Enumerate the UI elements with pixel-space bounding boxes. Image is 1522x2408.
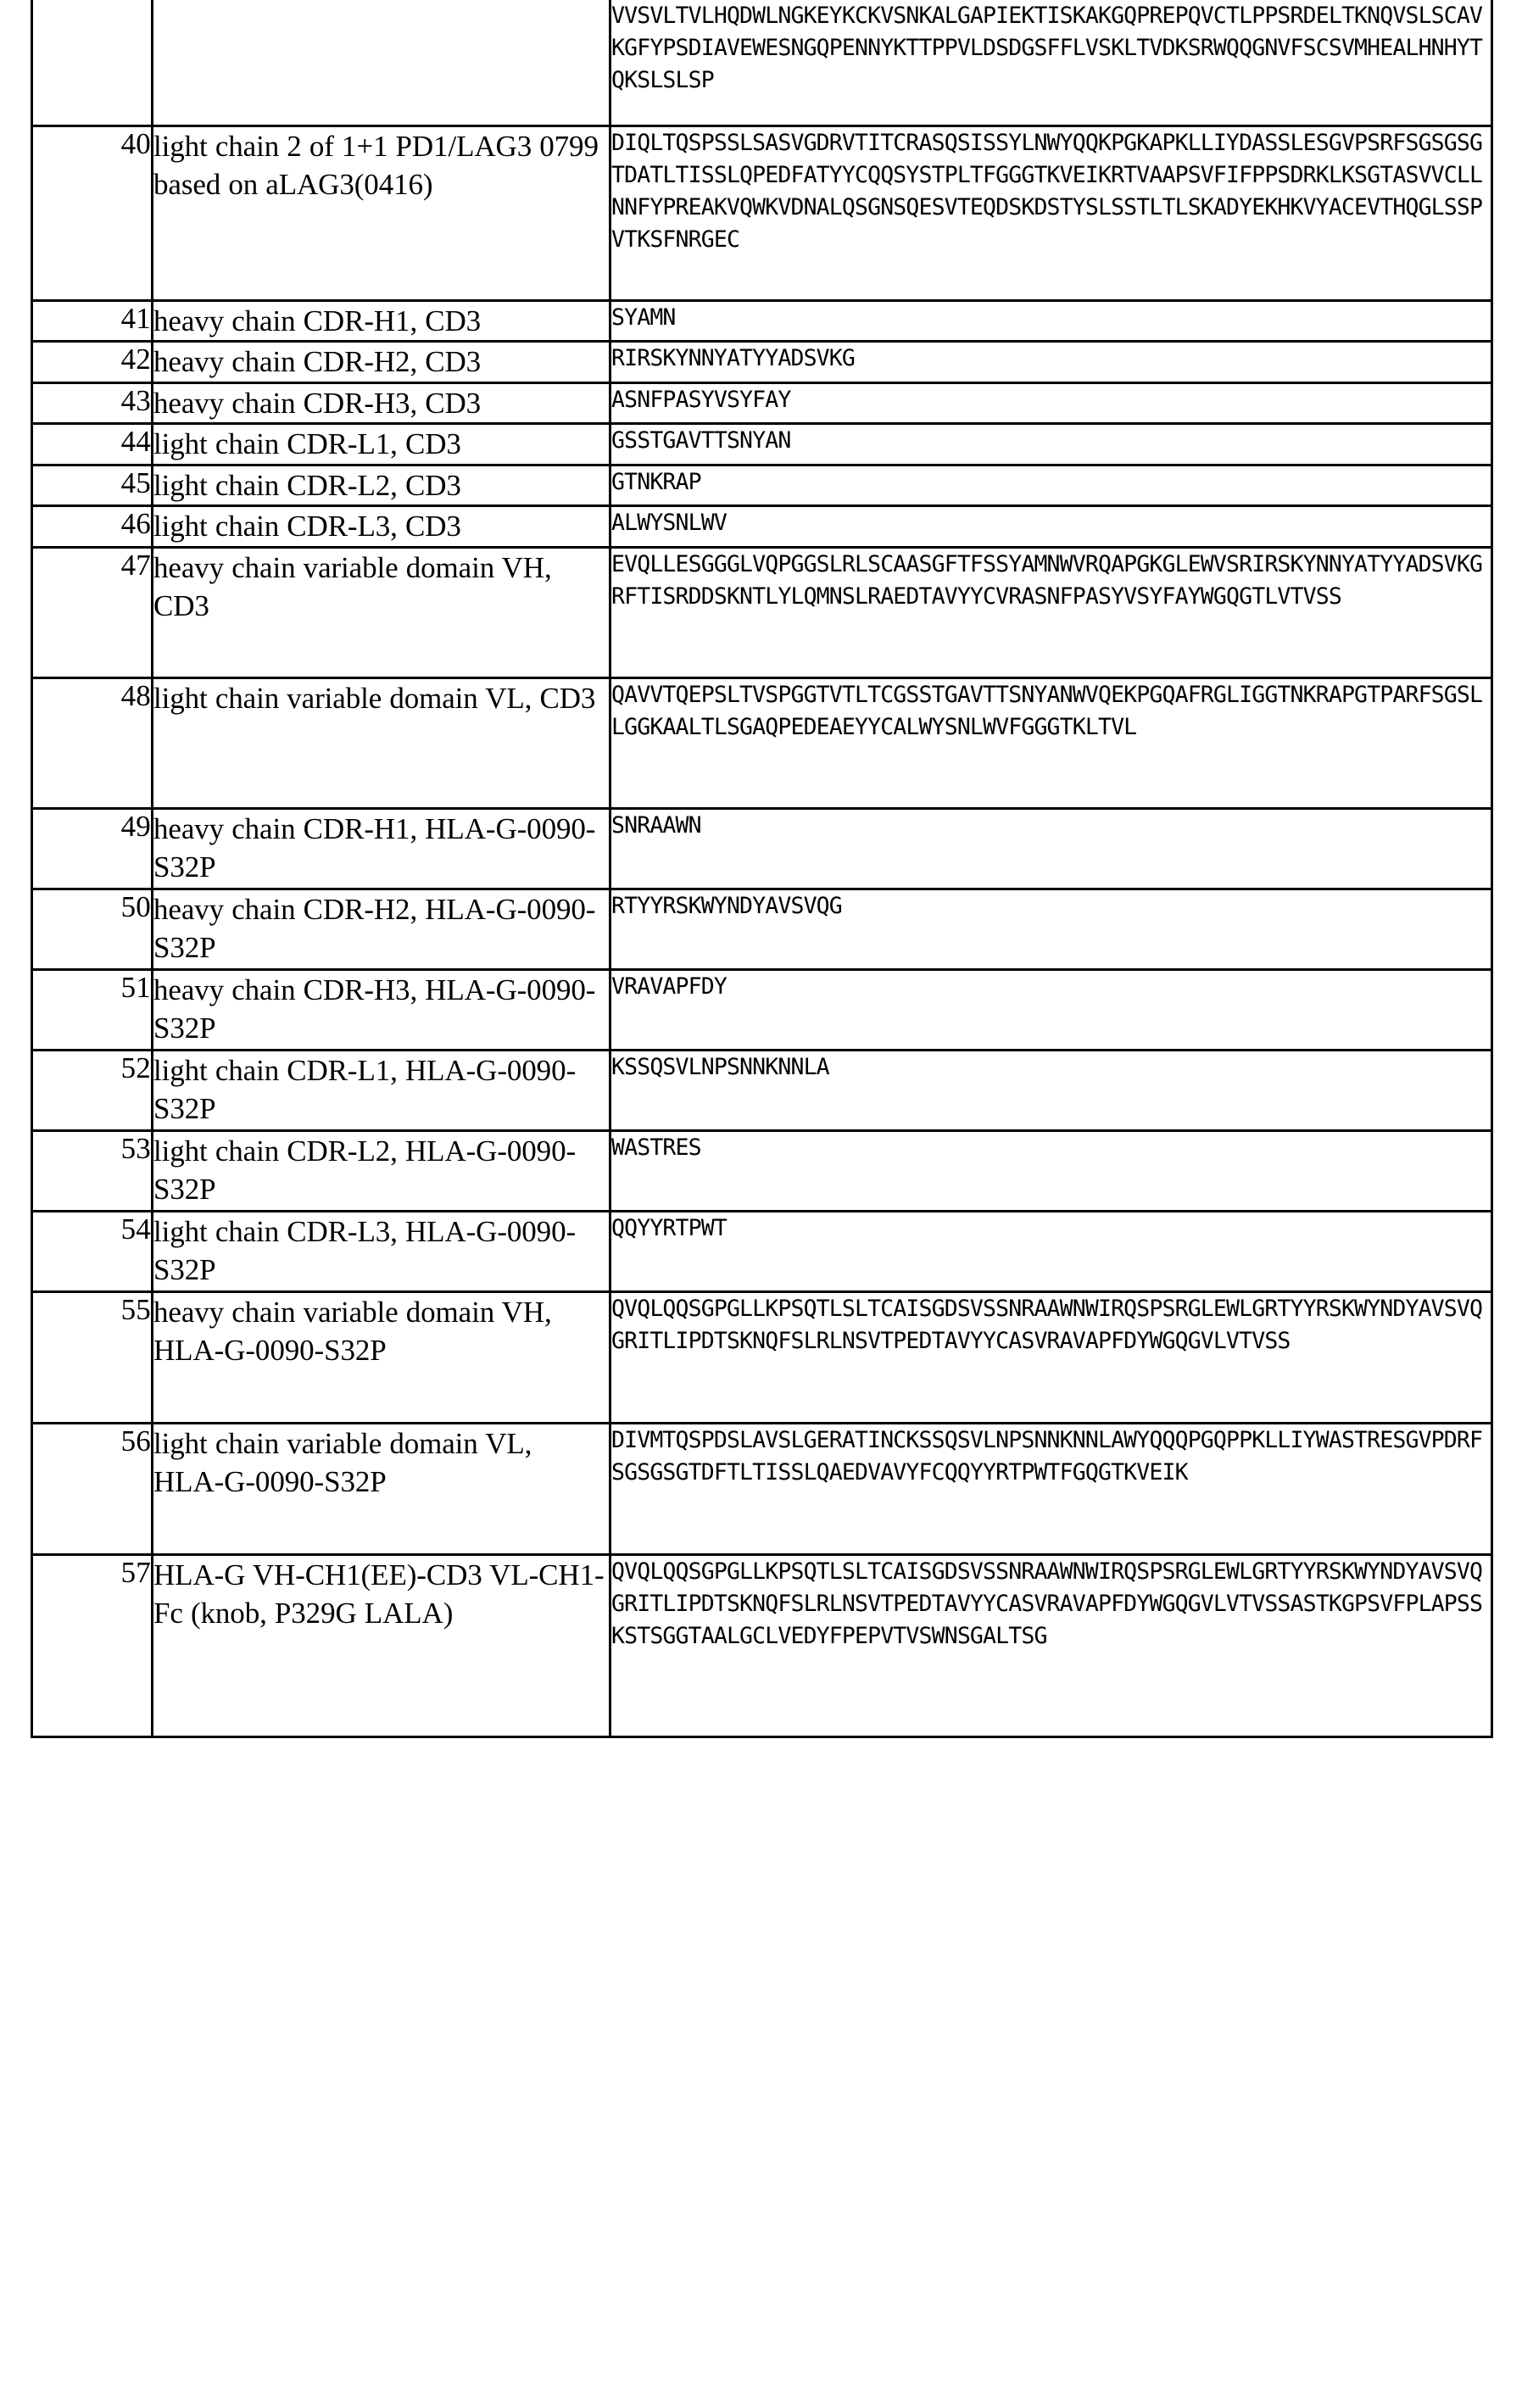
- cell-seq-id: 40: [32, 125, 153, 300]
- table-row: [32, 1291, 1492, 1423]
- cell-seq-id: 53: [32, 1130, 153, 1211]
- table-row: [32, 547, 1492, 677]
- cell-seq-id: 50: [32, 889, 153, 969]
- cell-sequence: DIVMTQSPDSLAVSLGERATINCKSSQSVLNPSNNKNNLAWYQQQPGQPPKLLIYWASTRESGVPDRFSGSGSGTDFTLTISSLQAEDVAVYFCQQYYRTPWTFGQGTKVEIK: [610, 1423, 1492, 1554]
- cell-sequence: ASNFPASYVSYFAY: [610, 382, 1492, 424]
- cell-description: heavy chain CDR-H2, HLA-G-0090-S32P: [153, 889, 610, 969]
- cell-seq-id: 45: [32, 465, 153, 506]
- cell-sequence: VVSVLTVLHQDWLNGKEYKCKVSNKALGAPIEKTISKAKGQPREPQVCTLPPSRDELTKNQVSLSCAVKGFYPSDIAVEWESNGQPENNYKTTPPVLDSDGSFFLVSKLTVDKSRWQQGNVFSCSVMHEALHNHYTQKSLSLSP: [610, 0, 1492, 125]
- cell-sequence: QAVVTQEPSLTVSPGGTVTLTCGSSTGAVTTSNYANWVQEKPGQAFRGLIGGTNKRAPGTPARFSGSLLGGKAALTLSGAQPEDEAEYYCALWYSNLWVFGGGTKLTVL: [610, 677, 1492, 808]
- table-row: [32, 300, 1492, 342]
- table-row: [32, 382, 1492, 424]
- cell-sequence: WASTRES: [610, 1130, 1492, 1211]
- cell-description: heavy chain variable domain VH, CD3: [153, 547, 610, 677]
- table-row: [32, 506, 1492, 548]
- cell-description: light chain CDR-L1, CD3: [153, 424, 610, 465]
- cell-sequence: RIRSKYNNYATYYADSVKG: [610, 342, 1492, 383]
- table-row: [32, 889, 1492, 969]
- cell-seq-id: 55: [32, 1291, 153, 1423]
- table-row: [32, 1130, 1492, 1211]
- cell-seq-id: 41: [32, 300, 153, 342]
- cell-seq-id: 44: [32, 424, 153, 465]
- cell-description: heavy chain CDR-H3, CD3: [153, 382, 610, 424]
- cell-sequence: QQYYRTPWT: [610, 1211, 1492, 1291]
- table-row: [32, 424, 1492, 465]
- cell-sequence: GSSTGAVTTSNYAN: [610, 424, 1492, 465]
- table-row: [32, 1423, 1492, 1554]
- cell-description: HLA-G VH-CH1(EE)-CD3 VL-CH1-Fc (knob, P329G LALA): [153, 1554, 610, 1736]
- table-row: [32, 677, 1492, 808]
- cell-seq-id: 47: [32, 547, 153, 677]
- cell-seq-id: 42: [32, 342, 153, 383]
- cell-sequence: SNRAAWN: [610, 808, 1492, 889]
- cell-description: heavy chain CDR-H3, HLA-G-0090-S32P: [153, 969, 610, 1050]
- table-row: [32, 1554, 1492, 1736]
- cell-seq-id: 57: [32, 1554, 153, 1736]
- cell-seq-id: 51: [32, 969, 153, 1050]
- cell-description: light chain CDR-L1, HLA-G-0090-S32P: [153, 1050, 610, 1130]
- cell-description: heavy chain CDR-H1, HLA-G-0090-S32P: [153, 808, 610, 889]
- table-body: [32, 0, 1492, 1736]
- cell-sequence: QVQLQQSGPGLLKPSQTLSLTCAISGDSVSSNRAAWNWIRQSPSRGLEWLGRTYYRSKWYNDYAVSVQGRITLIPDTSKNQFSLRLNSVTPEDTAVYYCASVRAVAPFDYWGQGVLVTVSS: [610, 1291, 1492, 1423]
- cell-description: light chain variable domain VL, HLA-G-0090-S32P: [153, 1423, 610, 1554]
- table-row: [32, 342, 1492, 383]
- cell-seq-id: 43: [32, 382, 153, 424]
- cell-seq-id: 49: [32, 808, 153, 889]
- cell-description: light chain CDR-L3, HLA-G-0090-S32P: [153, 1211, 610, 1291]
- cell-sequence: SYAMN: [610, 300, 1492, 342]
- cell-sequence: GTNKRAP: [610, 465, 1492, 506]
- cell-description: light chain CDR-L2, HLA-G-0090-S32P: [153, 1130, 610, 1211]
- cell-seq-id: 54: [32, 1211, 153, 1291]
- cell-sequence: RTYYRSKWYNDYAVSVQG: [610, 889, 1492, 969]
- cell-description: [153, 0, 610, 125]
- cell-sequence: QVQLQQSGPGLLKPSQTLSLTCAISGDSVSSNRAAWNWIRQSPSRGLEWLGRTYYRSKWYNDYAVSVQGRITLIPDTSKNQFSLRLNSVTPEDTAVYYCASVRAVAPFDYWGQGVLVTVSSASTKGPSVFPLAPSSKSTSGGTAALGCLVEDYFPEPVTVSWNSGALTSG: [610, 1554, 1492, 1736]
- cell-seq-id: 46: [32, 506, 153, 548]
- cell-seq-id: 56: [32, 1423, 153, 1554]
- cell-description: heavy chain CDR-H1, CD3: [153, 300, 610, 342]
- cell-sequence: DIQLTQSPSSLSASVGDRVTITCRASQSISSYLNWYQQKPGKAPKLLIYDASSLESGVPSRFSGSGSGTDATLTISSLQPEDFATYYCQQSYSTPLTFGGGTKVEIKRTVAAPSVFIFPPSDRKLKSGTASVVCLLNNFYPREAKVQWKVDNALQSGNSQESVTEQDSKDSTYSLSSTLTLSKADYEKHKVYACEVTHQGLSSPVTKSFNRGEC: [610, 125, 1492, 300]
- cell-sequence: VRAVAPFDY: [610, 969, 1492, 1050]
- cell-seq-id: 48: [32, 677, 153, 808]
- cell-sequence: KSSQSVLNPSNNKNNLA: [610, 1050, 1492, 1130]
- cell-description: heavy chain CDR-H2, CD3: [153, 342, 610, 383]
- cell-description: heavy chain variable domain VH, HLA-G-0090-S32P: [153, 1291, 610, 1423]
- cell-sequence: ALWYSNLWV: [610, 506, 1492, 548]
- table-row: [32, 969, 1492, 1050]
- cell-seq-id: 52: [32, 1050, 153, 1130]
- cell-description: light chain 2 of 1+1 PD1/LAG3 0799 based on aLAG3(0416): [153, 125, 610, 300]
- table-row: [32, 808, 1492, 889]
- table-row: [32, 465, 1492, 506]
- table-row-continuation: [32, 0, 1492, 125]
- cell-description: light chain CDR-L3, CD3: [153, 506, 610, 548]
- cell-sequence: EVQLLESGGGLVQPGGSLRLSCAASGFTFSSYAMNWVRQAPGKGLEWVSRIRSKYNNYATYYADSVKGRFTISRDDSKNTLYLQMNSLRAEDTAVYYCVRASNFPASYVSYFAYWGQGTLVTVSS: [610, 547, 1492, 677]
- table-row: [32, 1211, 1492, 1291]
- cell-seq-id: [32, 0, 153, 125]
- sequence-table: [31, 0, 1493, 1738]
- cell-description: light chain variable domain VL, CD3: [153, 677, 610, 808]
- table-row: [32, 125, 1492, 300]
- cell-description: light chain CDR-L2, CD3: [153, 465, 610, 506]
- table-row: [32, 1050, 1492, 1130]
